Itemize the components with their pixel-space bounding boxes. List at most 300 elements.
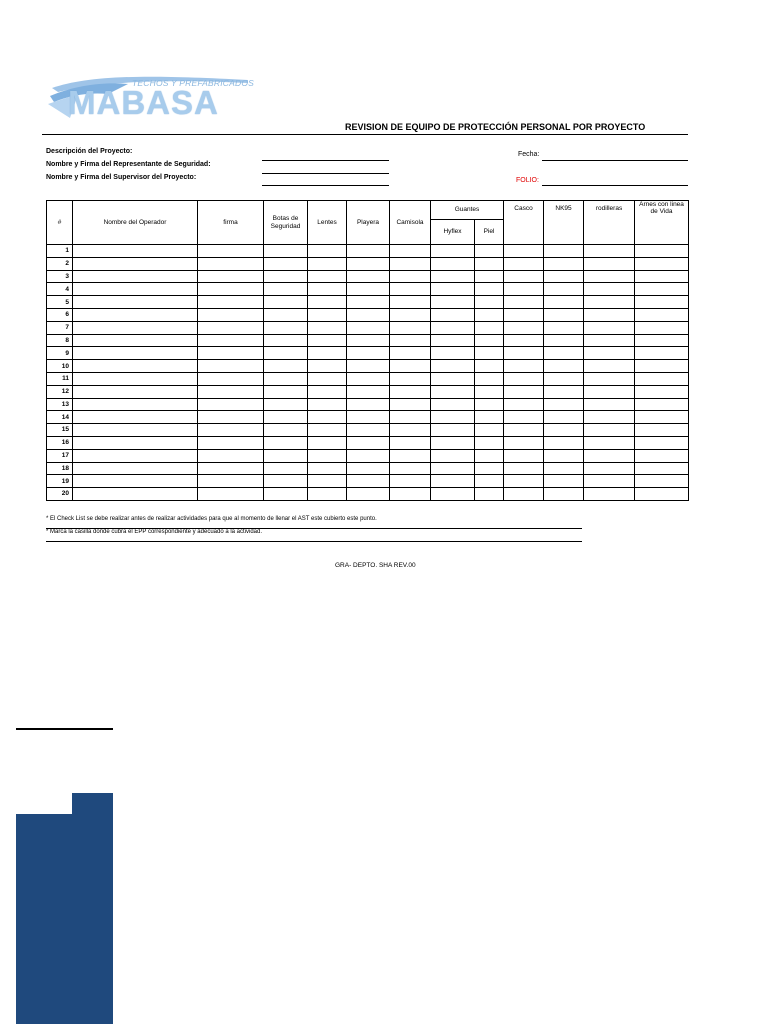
cell-nk95[interactable] [544,385,584,398]
cell-piel[interactable] [475,283,504,296]
cell-casco[interactable] [504,257,544,270]
cell-playera[interactable] [347,308,390,321]
row-number: 18 [47,462,73,475]
cell-camisola[interactable] [390,360,431,373]
cell-firma[interactable] [198,257,264,270]
page-title: REVISION DE EQUIPO DE PROTECCIÓN PERSONAL POR PROYECTO [345,122,646,132]
cell-operador[interactable] [73,283,198,296]
cell-playera[interactable] [347,488,390,501]
cell-arnes[interactable] [635,321,689,334]
cell-nk95[interactable] [544,411,584,424]
row-number: 2 [47,257,73,270]
cell-operador[interactable] [73,436,198,449]
cell-nk95[interactable] [544,245,584,258]
row-number: 5 [47,296,73,309]
decorative-rule [16,728,113,730]
cell-rodilleras[interactable] [584,411,635,424]
cell-piel[interactable] [475,257,504,270]
cell-botas[interactable] [264,411,308,424]
cell-operador[interactable] [73,308,198,321]
cell-hyflex[interactable] [431,488,475,501]
cell-botas[interactable] [264,398,308,411]
cell-piel[interactable] [475,411,504,424]
cell-botas[interactable] [264,385,308,398]
row-number: 16 [47,436,73,449]
cell-hyflex[interactable] [431,347,475,360]
cell-piel[interactable] [475,449,504,462]
supervisor-field-extra[interactable] [262,185,389,186]
cell-firma[interactable] [198,245,264,258]
cell-lentes[interactable] [308,360,347,373]
cell-camisola[interactable] [390,372,431,385]
cell-firma[interactable] [198,424,264,437]
cell-botas[interactable] [264,334,308,347]
supervisor-field[interactable] [262,173,389,174]
col-header-guantes: Guantes [431,201,504,220]
cell-arnes[interactable] [635,257,689,270]
cell-nk95[interactable] [544,462,584,475]
cell-casco[interactable] [504,449,544,462]
cell-arnes[interactable] [635,449,689,462]
cell-playera[interactable] [347,436,390,449]
cell-operador[interactable] [73,347,198,360]
cell-playera[interactable] [347,475,390,488]
table-row [47,360,689,373]
cell-casco[interactable] [504,411,544,424]
cell-botas[interactable] [264,436,308,449]
cell-hyflex[interactable] [431,296,475,309]
cell-rodilleras[interactable] [584,270,635,283]
cell-firma[interactable] [198,398,264,411]
cell-camisola[interactable] [390,436,431,449]
cell-arnes[interactable] [635,245,689,258]
col-header-piel: Piel [475,220,504,245]
cell-playera[interactable] [347,424,390,437]
cell-rodilleras[interactable] [584,436,635,449]
cell-piel[interactable] [475,462,504,475]
cell-piel[interactable] [475,372,504,385]
cell-rodilleras[interactable] [584,488,635,501]
cell-operador[interactable] [73,424,198,437]
cell-piel[interactable] [475,398,504,411]
cell-arnes[interactable] [635,385,689,398]
cell-botas[interactable] [264,475,308,488]
table-row [47,257,689,270]
table-row [47,385,689,398]
cell-botas[interactable] [264,372,308,385]
cell-camisola[interactable] [390,488,431,501]
cell-rodilleras[interactable] [584,398,635,411]
cell-arnes[interactable] [635,372,689,385]
cell-camisola[interactable] [390,283,431,296]
cell-operador[interactable] [73,488,198,501]
cell-firma[interactable] [198,488,264,501]
cell-camisola[interactable] [390,398,431,411]
cell-hyflex[interactable] [431,308,475,321]
table-row [47,436,689,449]
cell-lentes[interactable] [308,296,347,309]
cell-playera[interactable] [347,347,390,360]
cell-piel[interactable] [475,347,504,360]
cell-firma[interactable] [198,475,264,488]
cell-lentes[interactable] [308,321,347,334]
cell-camisola[interactable] [390,411,431,424]
cell-casco[interactable] [504,296,544,309]
col-header-lentes: Lentes [308,201,347,245]
cell-firma[interactable] [198,347,264,360]
cell-lentes[interactable] [308,257,347,270]
cell-hyflex[interactable] [431,270,475,283]
cell-nk95[interactable] [544,424,584,437]
cell-piel[interactable] [475,385,504,398]
cell-piel[interactable] [475,321,504,334]
cell-rodilleras[interactable] [584,462,635,475]
decorative-blue-block [16,814,113,1024]
cell-lentes[interactable] [308,385,347,398]
cell-casco[interactable] [504,245,544,258]
note-checklist: * El Check List se debe realizar antes de realizar actividades para que al momento de llenar el AST este cubierto este punto. [46,516,377,522]
table-row [47,245,689,258]
cell-firma[interactable] [198,436,264,449]
cell-playera[interactable] [347,321,390,334]
cell-botas[interactable] [264,270,308,283]
cell-nk95[interactable] [544,398,584,411]
logo-tagline: TECHOS Y PREFABRICADOS [132,78,255,88]
cell-piel[interactable] [475,270,504,283]
cell-operador[interactable] [73,398,198,411]
cell-hyflex[interactable] [431,321,475,334]
cell-piel[interactable] [475,436,504,449]
cell-lentes[interactable] [308,245,347,258]
cell-firma[interactable] [198,372,264,385]
row-number: 8 [47,334,73,347]
cell-camisola[interactable] [390,296,431,309]
cell-botas[interactable] [264,296,308,309]
note-marca: * Marca la casilla donde cubra el EPP correspondiente y adecuado a la actividad. [46,529,263,535]
representante-field[interactable] [262,160,389,161]
cell-lentes[interactable] [308,475,347,488]
cell-piel[interactable] [475,475,504,488]
cell-operador[interactable] [73,321,198,334]
cell-casco[interactable] [504,360,544,373]
cell-hyflex[interactable] [431,360,475,373]
cell-piel[interactable] [475,308,504,321]
cell-playera[interactable] [347,270,390,283]
cell-lentes[interactable] [308,462,347,475]
table-row [47,347,689,360]
cell-nk95[interactable] [544,475,584,488]
cell-playera[interactable] [347,334,390,347]
cell-nk95[interactable] [544,488,584,501]
cell-botas[interactable] [264,283,308,296]
cell-casco[interactable] [504,270,544,283]
col-header-rodilleras: rodilleras [584,201,635,245]
row-number: 20 [47,488,73,501]
cell-botas[interactable] [264,462,308,475]
cell-botas[interactable] [264,321,308,334]
cell-hyflex[interactable] [431,385,475,398]
cell-operador[interactable] [73,462,198,475]
cell-arnes[interactable] [635,488,689,501]
cell-lentes[interactable] [308,488,347,501]
cell-casco[interactable] [504,462,544,475]
cell-hyflex[interactable] [431,257,475,270]
cell-camisola[interactable] [390,257,431,270]
table-row [47,283,689,296]
descripcion-label: Descripción del Proyecto: [46,148,133,155]
table-row [47,398,689,411]
cell-firma[interactable] [198,308,264,321]
cell-lentes[interactable] [308,283,347,296]
cell-piel[interactable] [475,424,504,437]
cell-camisola[interactable] [390,475,431,488]
cell-hyflex[interactable] [431,245,475,258]
cell-lentes[interactable] [308,436,347,449]
cell-playera[interactable] [347,449,390,462]
cell-operador[interactable] [73,245,198,258]
table-row [47,372,689,385]
cell-nk95[interactable] [544,283,584,296]
cell-playera[interactable] [347,372,390,385]
cell-botas[interactable] [264,245,308,258]
row-number: 7 [47,321,73,334]
row-number: 6 [47,308,73,321]
cell-playera[interactable] [347,296,390,309]
cell-rodilleras[interactable] [584,360,635,373]
row-number: 15 [47,424,73,437]
row-number: 12 [47,385,73,398]
cell-piel[interactable] [475,245,504,258]
row-number: 3 [47,270,73,283]
epp-checklist-table [46,200,689,501]
cell-operador[interactable] [73,411,198,424]
cell-nk95[interactable] [544,257,584,270]
cell-playera[interactable] [347,411,390,424]
cell-arnes[interactable] [635,296,689,309]
cell-operador[interactable] [73,257,198,270]
col-header-nk95: NK95 [544,201,584,245]
cell-hyflex[interactable] [431,424,475,437]
cell-firma[interactable] [198,462,264,475]
cell-firma[interactable] [198,334,264,347]
company-logo [48,74,260,126]
cell-camisola[interactable] [390,321,431,334]
cell-hyflex[interactable] [431,398,475,411]
cell-rodilleras[interactable] [584,283,635,296]
cell-arnes[interactable] [635,436,689,449]
cell-lentes[interactable] [308,424,347,437]
cell-piel[interactable] [475,360,504,373]
table-row [47,475,689,488]
col-header-camisola: Camisola [390,201,431,245]
cell-rodilleras[interactable] [584,245,635,258]
cell-rodilleras[interactable] [584,449,635,462]
cell-arnes[interactable] [635,411,689,424]
table-row [47,308,689,321]
cell-botas[interactable] [264,257,308,270]
cell-firma[interactable] [198,449,264,462]
cell-lentes[interactable] [308,398,347,411]
cell-nk95[interactable] [544,308,584,321]
cell-arnes[interactable] [635,334,689,347]
col-header-firma: firma [198,201,264,245]
cell-nk95[interactable] [544,321,584,334]
cell-firma[interactable] [198,283,264,296]
cell-piel[interactable] [475,296,504,309]
cell-playera[interactable] [347,360,390,373]
cell-botas[interactable] [264,424,308,437]
cell-casco[interactable] [504,488,544,501]
cell-lentes[interactable] [308,347,347,360]
cell-camisola[interactable] [390,462,431,475]
cell-rodilleras[interactable] [584,347,635,360]
cell-firma[interactable] [198,270,264,283]
cell-lentes[interactable] [308,372,347,385]
cell-casco[interactable] [504,321,544,334]
fecha-label: Fecha: [518,151,540,158]
cell-playera[interactable] [347,385,390,398]
cell-arnes[interactable] [635,462,689,475]
cell-lentes[interactable] [308,270,347,283]
table-row [47,449,689,462]
cell-firma[interactable] [198,296,264,309]
col-header-botas: Botas de Seguridad [264,201,308,245]
cell-lentes[interactable] [308,449,347,462]
cell-operador[interactable] [73,360,198,373]
cell-camisola[interactable] [390,449,431,462]
cell-rodilleras[interactable] [584,308,635,321]
table-row [47,424,689,437]
cell-nk95[interactable] [544,334,584,347]
cell-playera[interactable] [347,257,390,270]
cell-camisola[interactable] [390,347,431,360]
folio-field[interactable] [542,185,688,186]
col-header-playera: Playera [347,201,390,245]
cell-botas[interactable] [264,360,308,373]
cell-casco[interactable] [504,475,544,488]
cell-hyflex[interactable] [431,411,475,424]
cell-hyflex[interactable] [431,436,475,449]
cell-firma[interactable] [198,321,264,334]
cell-nk95[interactable] [544,360,584,373]
title-divider [42,134,688,135]
cell-nk95[interactable] [544,270,584,283]
cell-casco[interactable] [504,308,544,321]
cell-rodilleras[interactable] [584,372,635,385]
cell-camisola[interactable] [390,424,431,437]
cell-firma[interactable] [198,360,264,373]
cell-casco[interactable] [504,424,544,437]
cell-camisola[interactable] [390,245,431,258]
cell-rodilleras[interactable] [584,334,635,347]
cell-hyflex[interactable] [431,283,475,296]
cell-hyflex[interactable] [431,372,475,385]
cell-hyflex[interactable] [431,462,475,475]
cell-lentes[interactable] [308,334,347,347]
table-row [47,321,689,334]
cell-operador[interactable] [73,475,198,488]
cell-casco[interactable] [504,334,544,347]
cell-playera[interactable] [347,398,390,411]
cell-nk95[interactable] [544,372,584,385]
col-header-casco: Casco [504,201,544,245]
cell-camisola[interactable] [390,334,431,347]
cell-operador[interactable] [73,270,198,283]
cell-arnes[interactable] [635,270,689,283]
cell-hyflex[interactable] [431,334,475,347]
cell-operador[interactable] [73,296,198,309]
table-header-row [47,201,689,220]
fecha-field[interactable] [542,160,688,161]
cell-botas[interactable] [264,347,308,360]
row-number: 1 [47,245,73,258]
row-number: 19 [47,475,73,488]
cell-nk95[interactable] [544,436,584,449]
cell-camisola[interactable] [390,385,431,398]
cell-casco[interactable] [504,283,544,296]
cell-camisola[interactable] [390,270,431,283]
cell-botas[interactable] [264,308,308,321]
cell-rodilleras[interactable] [584,385,635,398]
cell-rodilleras[interactable] [584,257,635,270]
cell-rodilleras[interactable] [584,424,635,437]
cell-arnes[interactable] [635,360,689,373]
cell-rodilleras[interactable] [584,296,635,309]
table-row [47,270,689,283]
cell-lentes[interactable] [308,308,347,321]
cell-botas[interactable] [264,449,308,462]
cell-playera[interactable] [347,245,390,258]
cell-hyflex[interactable] [431,475,475,488]
cell-camisola[interactable] [390,308,431,321]
cell-arnes[interactable] [635,475,689,488]
cell-operador[interactable] [73,334,198,347]
cell-casco[interactable] [504,347,544,360]
cell-botas[interactable] [264,488,308,501]
cell-casco[interactable] [504,372,544,385]
cell-playera[interactable] [347,283,390,296]
cell-casco[interactable] [504,385,544,398]
table-row [47,296,689,309]
cell-nk95[interactable] [544,347,584,360]
cell-piel[interactable] [475,334,504,347]
cell-arnes[interactable] [635,347,689,360]
cell-operador[interactable] [73,385,198,398]
cell-arnes[interactable] [635,424,689,437]
supervisor-label: Nombre y Firma del Supervisor del Proyecto: [46,174,197,181]
cell-nk95[interactable] [544,296,584,309]
cell-rodilleras[interactable] [584,475,635,488]
col-header-hyflex: Hyflex [431,220,475,245]
cell-firma[interactable] [198,411,264,424]
cell-arnes[interactable] [635,308,689,321]
cell-rodilleras[interactable] [584,321,635,334]
cell-operador[interactable] [73,449,198,462]
cell-firma[interactable] [198,385,264,398]
cell-arnes[interactable] [635,283,689,296]
note-divider-2 [46,541,582,542]
cell-playera[interactable] [347,462,390,475]
cell-piel[interactable] [475,488,504,501]
cell-arnes[interactable] [635,398,689,411]
cell-operador[interactable] [73,372,198,385]
document-code: GRA- DEPTO. SHA REV.00 [335,562,416,569]
cell-casco[interactable] [504,436,544,449]
cell-casco[interactable] [504,398,544,411]
cell-hyflex[interactable] [431,449,475,462]
cell-lentes[interactable] [308,411,347,424]
cell-nk95[interactable] [544,449,584,462]
